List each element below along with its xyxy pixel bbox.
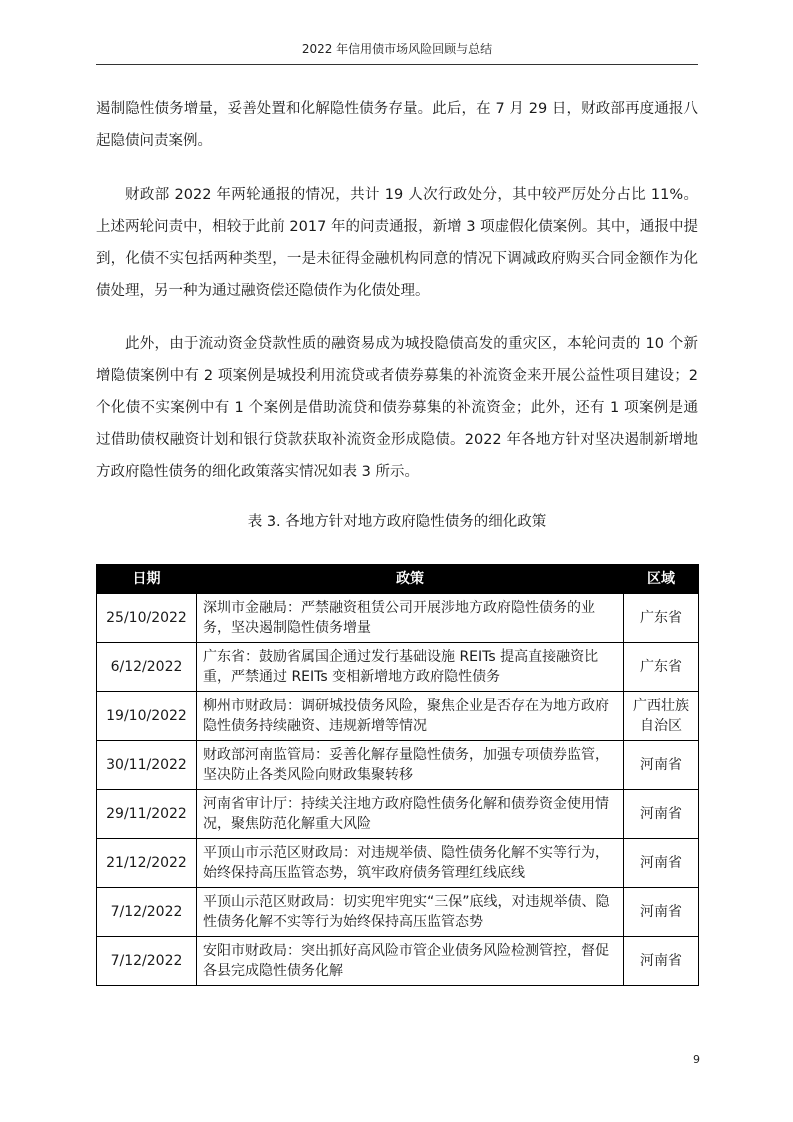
paragraph-1-text: 遏制隐性债务增量，妥善处置和化解隐性债务存量。此后，在 7 月 29 日，财政部再度通报八起隐债问责案例。 bbox=[96, 101, 698, 149]
row-region: 广东省 bbox=[624, 643, 699, 692]
row-policy: 广东省：鼓励省属国企通过发行基础设施 REITs 提高直接融资比重，严禁通过 REITs 变相新增地方政府隐性债务 bbox=[197, 643, 624, 692]
row-policy: 河南省审计厅：持续关注地方政府隐性债务化解和债券资金使用情况，聚焦防范化解重大风险 bbox=[197, 790, 624, 839]
row-date: 21/12/2022 bbox=[97, 839, 197, 888]
row-region: 河南省 bbox=[624, 839, 699, 888]
table-caption: 表 3. 各地方针对地方政府隐性债务的细化政策 bbox=[247, 514, 547, 530]
row-region: 河南省 bbox=[624, 937, 699, 986]
table-row bbox=[97, 839, 699, 888]
table-row bbox=[97, 790, 699, 839]
header-divider bbox=[96, 64, 698, 65]
page-header-title: 2022 年信用债市场风险回顾与总结 bbox=[301, 42, 493, 56]
row-region: 河南省 bbox=[624, 790, 699, 839]
row-date: 25/10/2022 bbox=[97, 594, 197, 643]
paragraph-2-text: 财政部 2022 年两轮通报的情况，共计 19 人次行政处分，其中较严厉处分占比 11%。上述两轮问责中，相较于此前 2017 年的问责通报，新增 3 项虚假化债案例。其中，通报中提到，化债不实包括两种类型，一是未征得金融机构同意的情况下调减政府购买合同金额作为化债处理，另一种为通过融资偿还隐债作为化债处理。 bbox=[96, 187, 698, 299]
row-date: 7/12/2022 bbox=[97, 888, 197, 937]
header-policy: 政策 bbox=[197, 565, 624, 594]
page-number: 9 bbox=[693, 1053, 700, 1066]
row-date: 29/11/2022 bbox=[97, 790, 197, 839]
table-header-row bbox=[97, 565, 699, 594]
row-region: 广西壮族自治区 bbox=[624, 692, 699, 741]
row-date: 30/11/2022 bbox=[97, 741, 197, 790]
table-row bbox=[97, 643, 699, 692]
row-region: 河南省 bbox=[624, 741, 699, 790]
table-row bbox=[97, 692, 699, 741]
row-policy: 平顶山示范区财政局：切实兜牢兜实“三保”底线，对违规举债、隐性债务化解不实等行为始终保持高压监管态势 bbox=[197, 888, 624, 937]
table-row bbox=[97, 937, 699, 986]
row-date: 19/10/2022 bbox=[97, 692, 197, 741]
table-row bbox=[97, 594, 699, 643]
row-region: 广东省 bbox=[624, 594, 699, 643]
paragraph-3-text: 此外，由于流动资金贷款性质的融资易成为城投隐债高发的重灾区，本轮问责的 10 个新增隐债案例中有 2 项案例是城投利用流贷或者债券募集的补流资金来开展公益性项目建设；2 个化债不实案例中有 1 个案例是借助流贷和债券募集的补流资金；此外，还有 1 项案例是通过借助债权融资计划和银行贷款获取补流资金形成隐债。2022 年各地方针对坚决遏制新增地方政府隐性债务的细化政策落实情况如表 3 所示。 bbox=[96, 336, 698, 480]
paragraph-3 bbox=[96, 328, 698, 488]
row-date: 7/12/2022 bbox=[97, 937, 197, 986]
header-region: 区域 bbox=[624, 565, 699, 594]
row-region: 河南省 bbox=[624, 888, 699, 937]
table-row bbox=[97, 741, 699, 790]
paragraph-2 bbox=[96, 179, 698, 307]
row-policy: 平顶山市示范区财政局：对违规举债、隐性债务化解不实等行为，始终保持高压监管态势，筑牢政府债务管理红线底线 bbox=[197, 839, 624, 888]
header-date: 日期 bbox=[97, 565, 197, 594]
row-policy: 柳州市财政局：调研城投债务风险，聚焦企业是否存在为地方政府隐性债务持续融资、违规新增等情况 bbox=[197, 692, 624, 741]
row-policy: 安阳市财政局：突出抓好高风险市管企业债务风险检测管控，督促各县完成隐性债务化解 bbox=[197, 937, 624, 986]
row-policy: 深圳市金融局：严禁融资租赁公司开展涉地方政府隐性债务的业务，坚决遏制隐性债务增量 bbox=[197, 594, 624, 643]
row-policy: 财政部河南监管局：妥善化解存量隐性债务，加强专项债券监管，坚决防止各类风险向财政集聚转移 bbox=[197, 741, 624, 790]
paragraph-1 bbox=[96, 93, 698, 157]
row-date: 6/12/2022 bbox=[97, 643, 197, 692]
table-row bbox=[97, 888, 699, 937]
policy-table bbox=[96, 564, 699, 986]
